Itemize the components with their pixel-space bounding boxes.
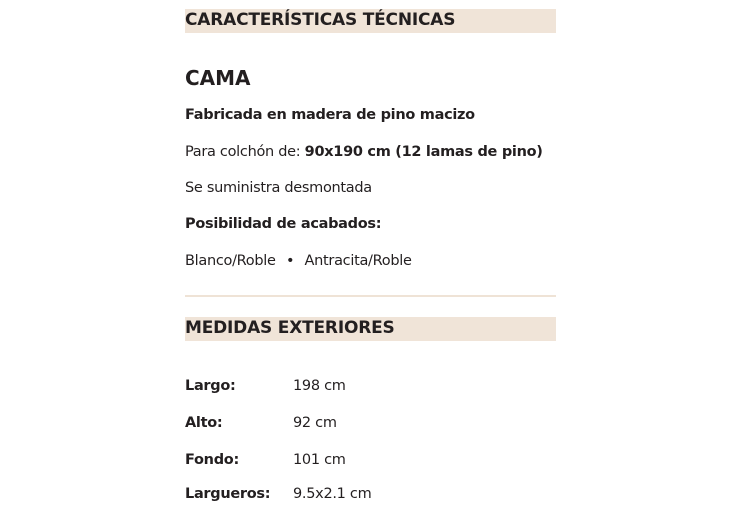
section-title-medidas: MEDIDAS EXTERIORES: [185, 318, 395, 338]
finish-option-1: Blanco/Roble: [185, 253, 276, 269]
spec-value: 198 cm: [293, 378, 346, 394]
section-title-caracteristicas: CARACTERÍSTICAS TÉCNICAS: [185, 10, 456, 30]
finishes-line: [185, 253, 412, 269]
spec-value: 92 cm: [293, 415, 337, 431]
mattress-line: [185, 144, 543, 160]
supply-text: Se suministra desmontada: [185, 180, 372, 196]
spec-label: Largueros:: [185, 486, 271, 502]
finish-separator: •: [285, 253, 295, 269]
mattress-value: 90x190 cm (12 lamas de pino): [304, 144, 543, 160]
product-name: CAMA: [185, 66, 251, 90]
spec-value: 101 cm: [293, 452, 346, 468]
section-divider: [185, 295, 556, 297]
mattress-prefix: Para colchón de:: [185, 144, 301, 160]
finish-option-2: Antracita/Roble: [304, 253, 412, 269]
material-text: Fabricada en madera de pino macizo: [185, 107, 475, 123]
spec-label: Largo:: [185, 378, 236, 394]
spec-value: 9.5x2.1 cm: [293, 486, 372, 502]
finishes-label: Posibilidad de acabados:: [185, 216, 382, 232]
spec-label: Alto:: [185, 415, 223, 431]
spec-label: Fondo:: [185, 452, 239, 468]
